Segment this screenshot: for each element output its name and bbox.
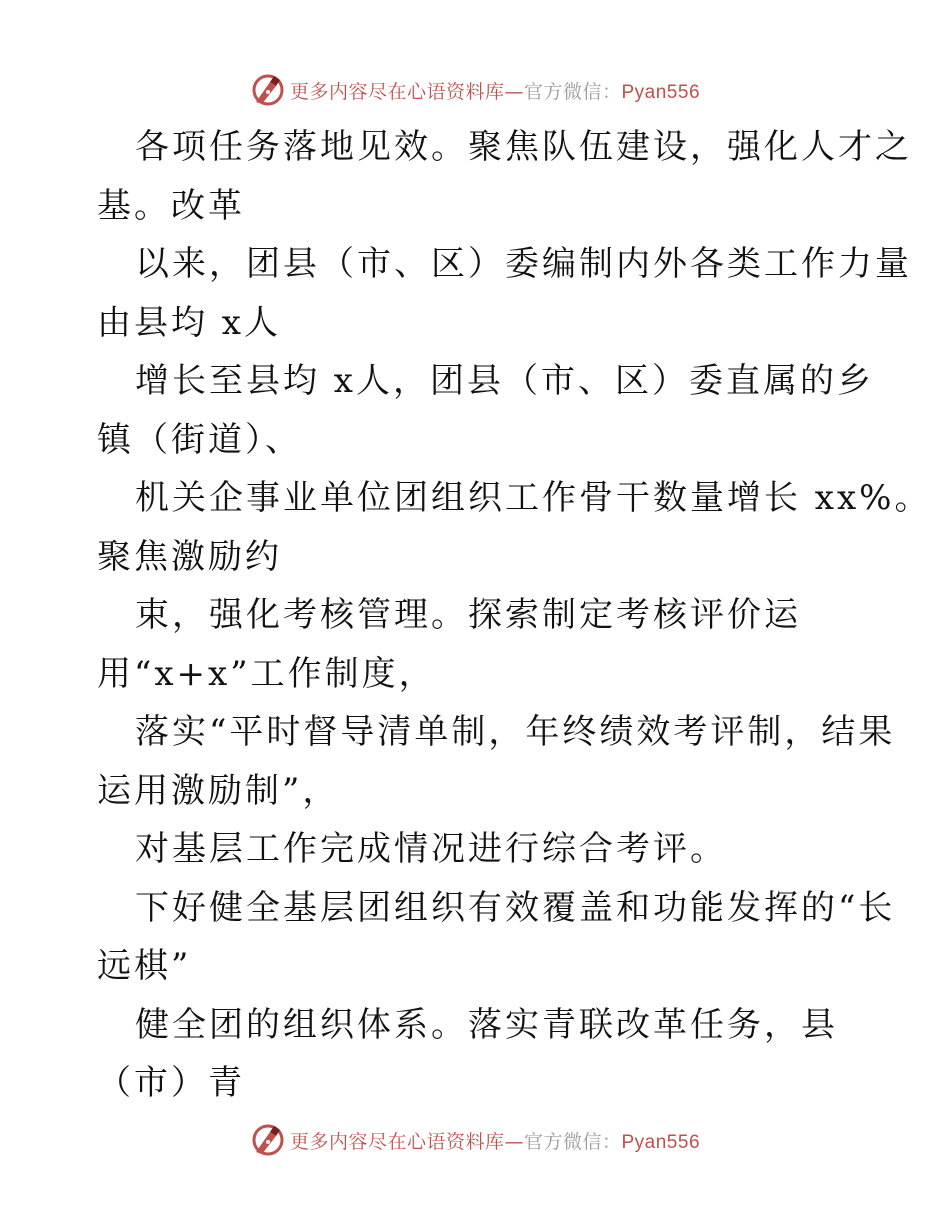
banner-official-label: 官方微信： [523,1130,622,1153]
banner-text [290,77,700,104]
text-line: 由县均 x人 [97,302,281,343]
banner-official-label: 官方微信： [523,80,622,103]
text-line: 下好健全基层团组织有效覆盖和功能发挥的“长 [135,887,896,928]
text-line: 落实“平时督导清单制，年终绩效考评制，结果 [135,712,896,752]
text-line: 远棋” [97,946,192,986]
text-line: 以来，团县（市、区）委编制内外各类工作力量 [135,244,912,284]
banner-text [290,1127,700,1154]
text-line: 健全团的组织体系。落实青联改革任务，县 [135,1004,838,1045]
banner-dash: — [504,1130,524,1153]
banner-dash: — [504,80,524,103]
text-line: 用“x+x”工作制度， [97,653,436,694]
text-line: 机关企事业单位团组织工作骨干数量增长 xx%。 [135,478,932,518]
text-line: （市）青 [97,1063,245,1103]
header-banner [0,70,950,110]
text-line: 各项任务落地见效。聚焦队伍建设，强化人才之 [135,127,912,167]
banner-main-text: 更多内容尽在心语资料库 [289,1130,505,1153]
banner-wechat-id: Pyan556 [621,81,701,103]
pen-logo-icon [250,1122,286,1158]
text-line: 聚焦激励约 [97,536,282,577]
text-line: 镇（街道）、 [97,419,302,460]
text-line: 束，强化考核管理。探索制定考核评价运 [135,595,801,635]
text-line: 基。改革 [97,185,245,226]
footer-banner [0,1120,950,1160]
text-line: 增长至县均 x人，团县（市、区）委直属的乡 [135,361,874,401]
banner-wechat-id: Pyan556 [621,1131,701,1153]
banner-main-text: 更多内容尽在心语资料库 [289,80,505,103]
text-line: 对基层工作完成情况进行综合考评。 [135,829,727,869]
pen-logo-icon [250,72,286,108]
text-line: 运用激励制”， [97,770,340,811]
document-body [97,118,932,1113]
